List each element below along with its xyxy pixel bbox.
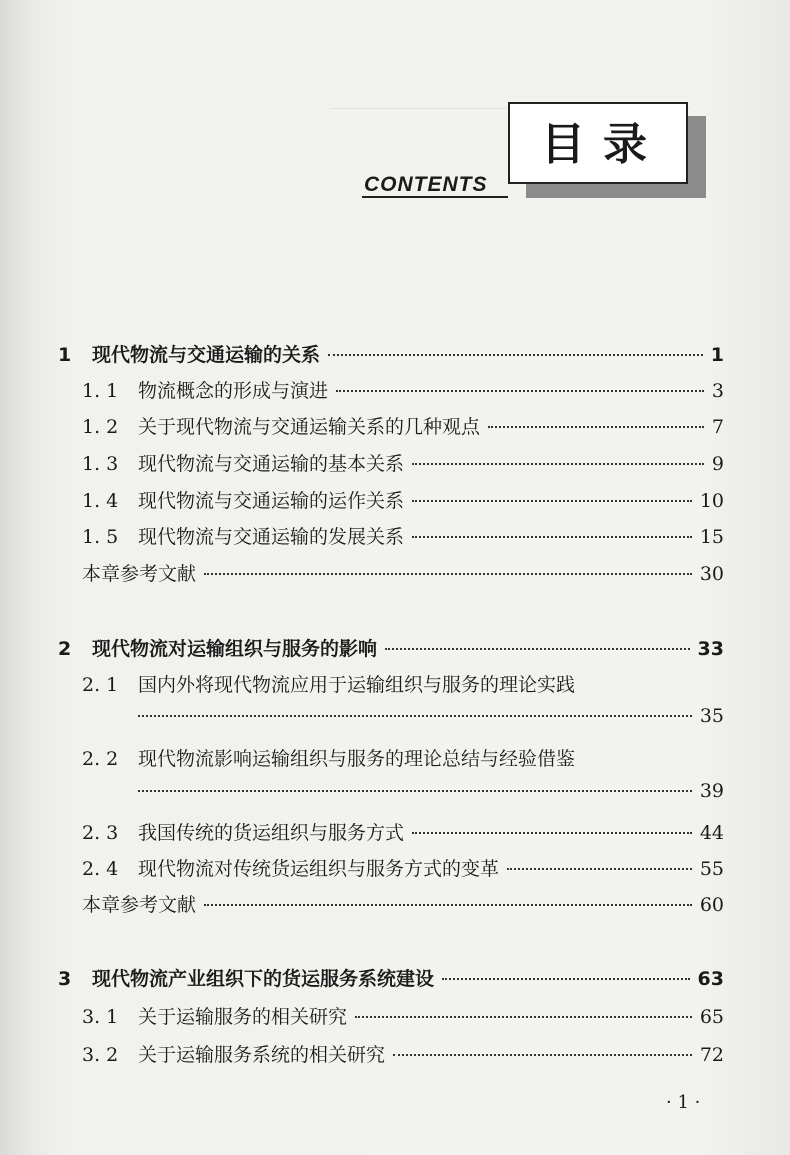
toc-number: 2. 4 bbox=[82, 858, 119, 880]
toc-title: 目录 bbox=[541, 119, 665, 170]
toc-page: 60 bbox=[699, 894, 724, 916]
toc-leader bbox=[442, 978, 690, 980]
toc-number: 2 bbox=[58, 638, 72, 660]
toc-number: 2. 2 bbox=[82, 748, 119, 770]
toc-section-1-3[interactable] bbox=[82, 449, 724, 476]
toc-page: 15 bbox=[699, 526, 724, 548]
toc-page: 33 bbox=[697, 638, 724, 660]
toc-chapter-2[interactable] bbox=[58, 634, 724, 661]
toc-label: 本章参考文献 bbox=[82, 563, 197, 585]
toc-label: 物流概念的形成与演进 bbox=[138, 380, 329, 402]
toc-label: 现代物流与交通运输的运作关系 bbox=[138, 490, 405, 512]
page-number: · 1 · bbox=[666, 1092, 701, 1113]
toc-section-2-2[interactable] bbox=[82, 744, 724, 771]
toc-chapter-1[interactable] bbox=[58, 340, 724, 367]
toc-number: 1. 4 bbox=[82, 490, 119, 512]
toc-page: 55 bbox=[699, 858, 724, 880]
toc-chapter-3[interactable] bbox=[58, 964, 724, 991]
toc-section-3-1[interactable] bbox=[82, 1002, 724, 1029]
toc-leader bbox=[355, 1016, 692, 1018]
toc-label: 现代物流与交通运输的关系 bbox=[92, 344, 321, 366]
toc-number: 3. 1 bbox=[82, 1006, 119, 1028]
toc-section-2-3[interactable] bbox=[82, 818, 724, 845]
toc-section-2-4[interactable] bbox=[82, 854, 724, 881]
toc-label: 现代物流与交通运输的基本关系 bbox=[138, 453, 405, 475]
toc-leader bbox=[507, 868, 692, 870]
toc-number: 1. 2 bbox=[82, 416, 119, 438]
toc-leader bbox=[336, 390, 704, 392]
toc-leader bbox=[393, 1054, 692, 1056]
toc-page: 44 bbox=[699, 822, 724, 844]
contents-label: CONTENTS bbox=[360, 173, 492, 197]
toc-label: 关于运输服务系统的相关研究 bbox=[138, 1044, 386, 1066]
toc-leader bbox=[138, 715, 692, 717]
toc-page: 35 bbox=[699, 705, 724, 727]
toc-leader bbox=[385, 648, 690, 650]
toc-label: 现代物流对传统货运组织与服务方式的变革 bbox=[138, 858, 500, 880]
toc-number: 2. 1 bbox=[82, 674, 119, 696]
toc-page: 65 bbox=[699, 1006, 724, 1028]
toc-section-2-1-continued bbox=[138, 705, 724, 727]
toc-section-3-2[interactable] bbox=[82, 1040, 724, 1067]
toc-leader bbox=[204, 573, 692, 575]
toc-leader bbox=[412, 536, 692, 538]
toc-number: 1. 5 bbox=[82, 526, 119, 548]
toc-leader bbox=[412, 832, 692, 834]
toc-page: 3 bbox=[711, 380, 724, 402]
toc-leader bbox=[412, 463, 704, 465]
toc-number: 1. 1 bbox=[82, 380, 119, 402]
toc-page: 30 bbox=[699, 563, 724, 585]
toc-label: 关于现代物流与交通运输关系的几种观点 bbox=[138, 416, 481, 438]
toc-label: 现代物流影响运输组织与服务的理论总结与经验借鉴 bbox=[138, 748, 576, 770]
toc-title-box bbox=[508, 102, 708, 200]
toc-label: 现代物流对运输组织与服务的影响 bbox=[92, 638, 378, 660]
toc-page: 10 bbox=[699, 490, 724, 512]
toc-section-1-1[interactable] bbox=[82, 376, 724, 403]
toc-references-ch1[interactable] bbox=[82, 559, 724, 586]
toc-label: 关于运输服务的相关研究 bbox=[138, 1006, 348, 1028]
toc-label: 现代物流与交通运输的发展关系 bbox=[138, 526, 405, 548]
toc-section-1-5[interactable] bbox=[82, 522, 724, 549]
toc-number: 3. 2 bbox=[82, 1044, 119, 1066]
toc-leader bbox=[138, 790, 692, 792]
toc-page: 7 bbox=[711, 416, 724, 438]
toc-number: 3 bbox=[58, 968, 72, 990]
toc-page: 72 bbox=[699, 1044, 724, 1066]
toc-section-1-4[interactable] bbox=[82, 486, 724, 513]
toc-leader bbox=[488, 426, 704, 428]
toc-page: 39 bbox=[699, 780, 724, 802]
toc-label: 国内外将现代物流应用于运输组织与服务的理论实践 bbox=[138, 674, 576, 696]
toc-leader bbox=[204, 904, 692, 906]
toc-label: 我国传统的货运组织与服务方式 bbox=[138, 822, 405, 844]
toc-page: 1 bbox=[710, 344, 724, 366]
toc-number: 2. 3 bbox=[82, 822, 119, 844]
title-frame bbox=[508, 102, 688, 184]
toc-leader bbox=[412, 500, 692, 502]
toc-number: 1. 3 bbox=[82, 453, 119, 475]
toc-number: 1 bbox=[58, 344, 72, 366]
toc-label: 现代物流产业组织下的货运服务系统建设 bbox=[92, 968, 435, 990]
toc-page: 63 bbox=[697, 968, 724, 990]
toc-leader bbox=[328, 354, 703, 356]
toc-section-1-2[interactable] bbox=[82, 412, 724, 439]
toc-page: 9 bbox=[711, 453, 724, 475]
toc-section-2-1[interactable] bbox=[82, 670, 724, 697]
contents-underline bbox=[362, 196, 508, 198]
toc-references-ch2[interactable] bbox=[82, 890, 724, 917]
toc-label: 本章参考文献 bbox=[82, 894, 197, 916]
toc-section-2-2-continued bbox=[138, 780, 724, 802]
